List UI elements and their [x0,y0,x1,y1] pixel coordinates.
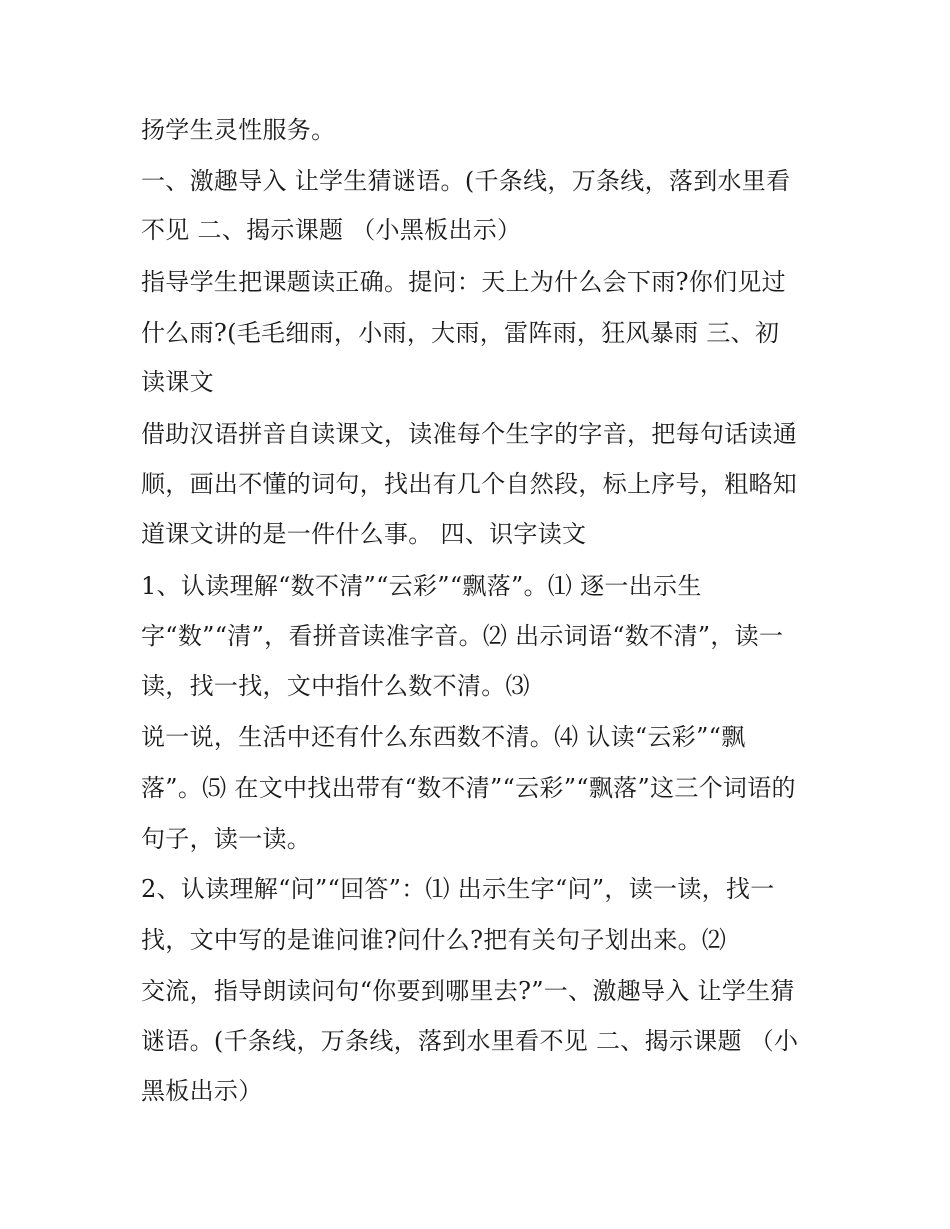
text-line-16: 2、认读理解“问”“回答”：⑴ 出示生字“问”，读一读，找一 [141,875,775,903]
text-line-15: 句子，读一读。 [141,825,312,853]
text-line-10: 1、认读理解“数不清”“云彩”“飘落”。⑴ 逐一出示生 [141,572,702,600]
text-line-14: 落”。⑸ 在文中找出带有“数不清”“云彩”“飘落”这三个词语的 [141,774,796,802]
text-line-8: 顺，画出不懂的词句，找出有几个自然段，标上序号，粗略知 [141,470,798,498]
text-line-7: 借助汉语拼音自读课文，读准每个生字的字音，把每句话读通 [141,420,798,448]
text-line-6: 读课文 [141,368,214,396]
text-line-1: 扬学生灵性服务。 [141,116,336,144]
text-line-19: 谜语。(千条线，万条线，落到水里看不见 二、揭示课题 （小 [141,1027,799,1055]
text-line-11: 字“数”“清”，看拼音读准字音。⑵ 出示词语“数不清”，读一 [141,622,784,650]
text-line-4: 指导学生把课题读正确。提问：天上为什么会下雨?你们见过 [141,268,786,296]
text-line-12: 读，找一找，文中指什么数不清。⑶ [141,672,530,700]
text-line-13: 说一说，生活中还有什么东西数不清。⑷ 认读“云彩”“飘 [141,723,746,751]
text-line-18: 交流，指导朗读问句“你要到哪里去?”一、激趣导入 让学生猜 [141,977,795,1005]
text-line-3: 不见 二、揭示课题 （小黑板出示） [141,216,522,244]
text-line-17: 找，文中写的是谁问谁?问什么?把有关句子划出来。⑵ [141,926,727,954]
text-line-20: 黑板出示） [141,1077,263,1105]
text-line-2: 一、激趣导入 让学生猜谜语。(千条线，万条线，落到水里看 [141,167,791,195]
text-line-9: 道课文讲的是一件什么事。 四、识字读文 [141,520,587,548]
text-line-5: 什么雨?(毛毛细雨，小雨，大雨，雷阵雨，狂风暴雨 三、初 [141,319,780,347]
